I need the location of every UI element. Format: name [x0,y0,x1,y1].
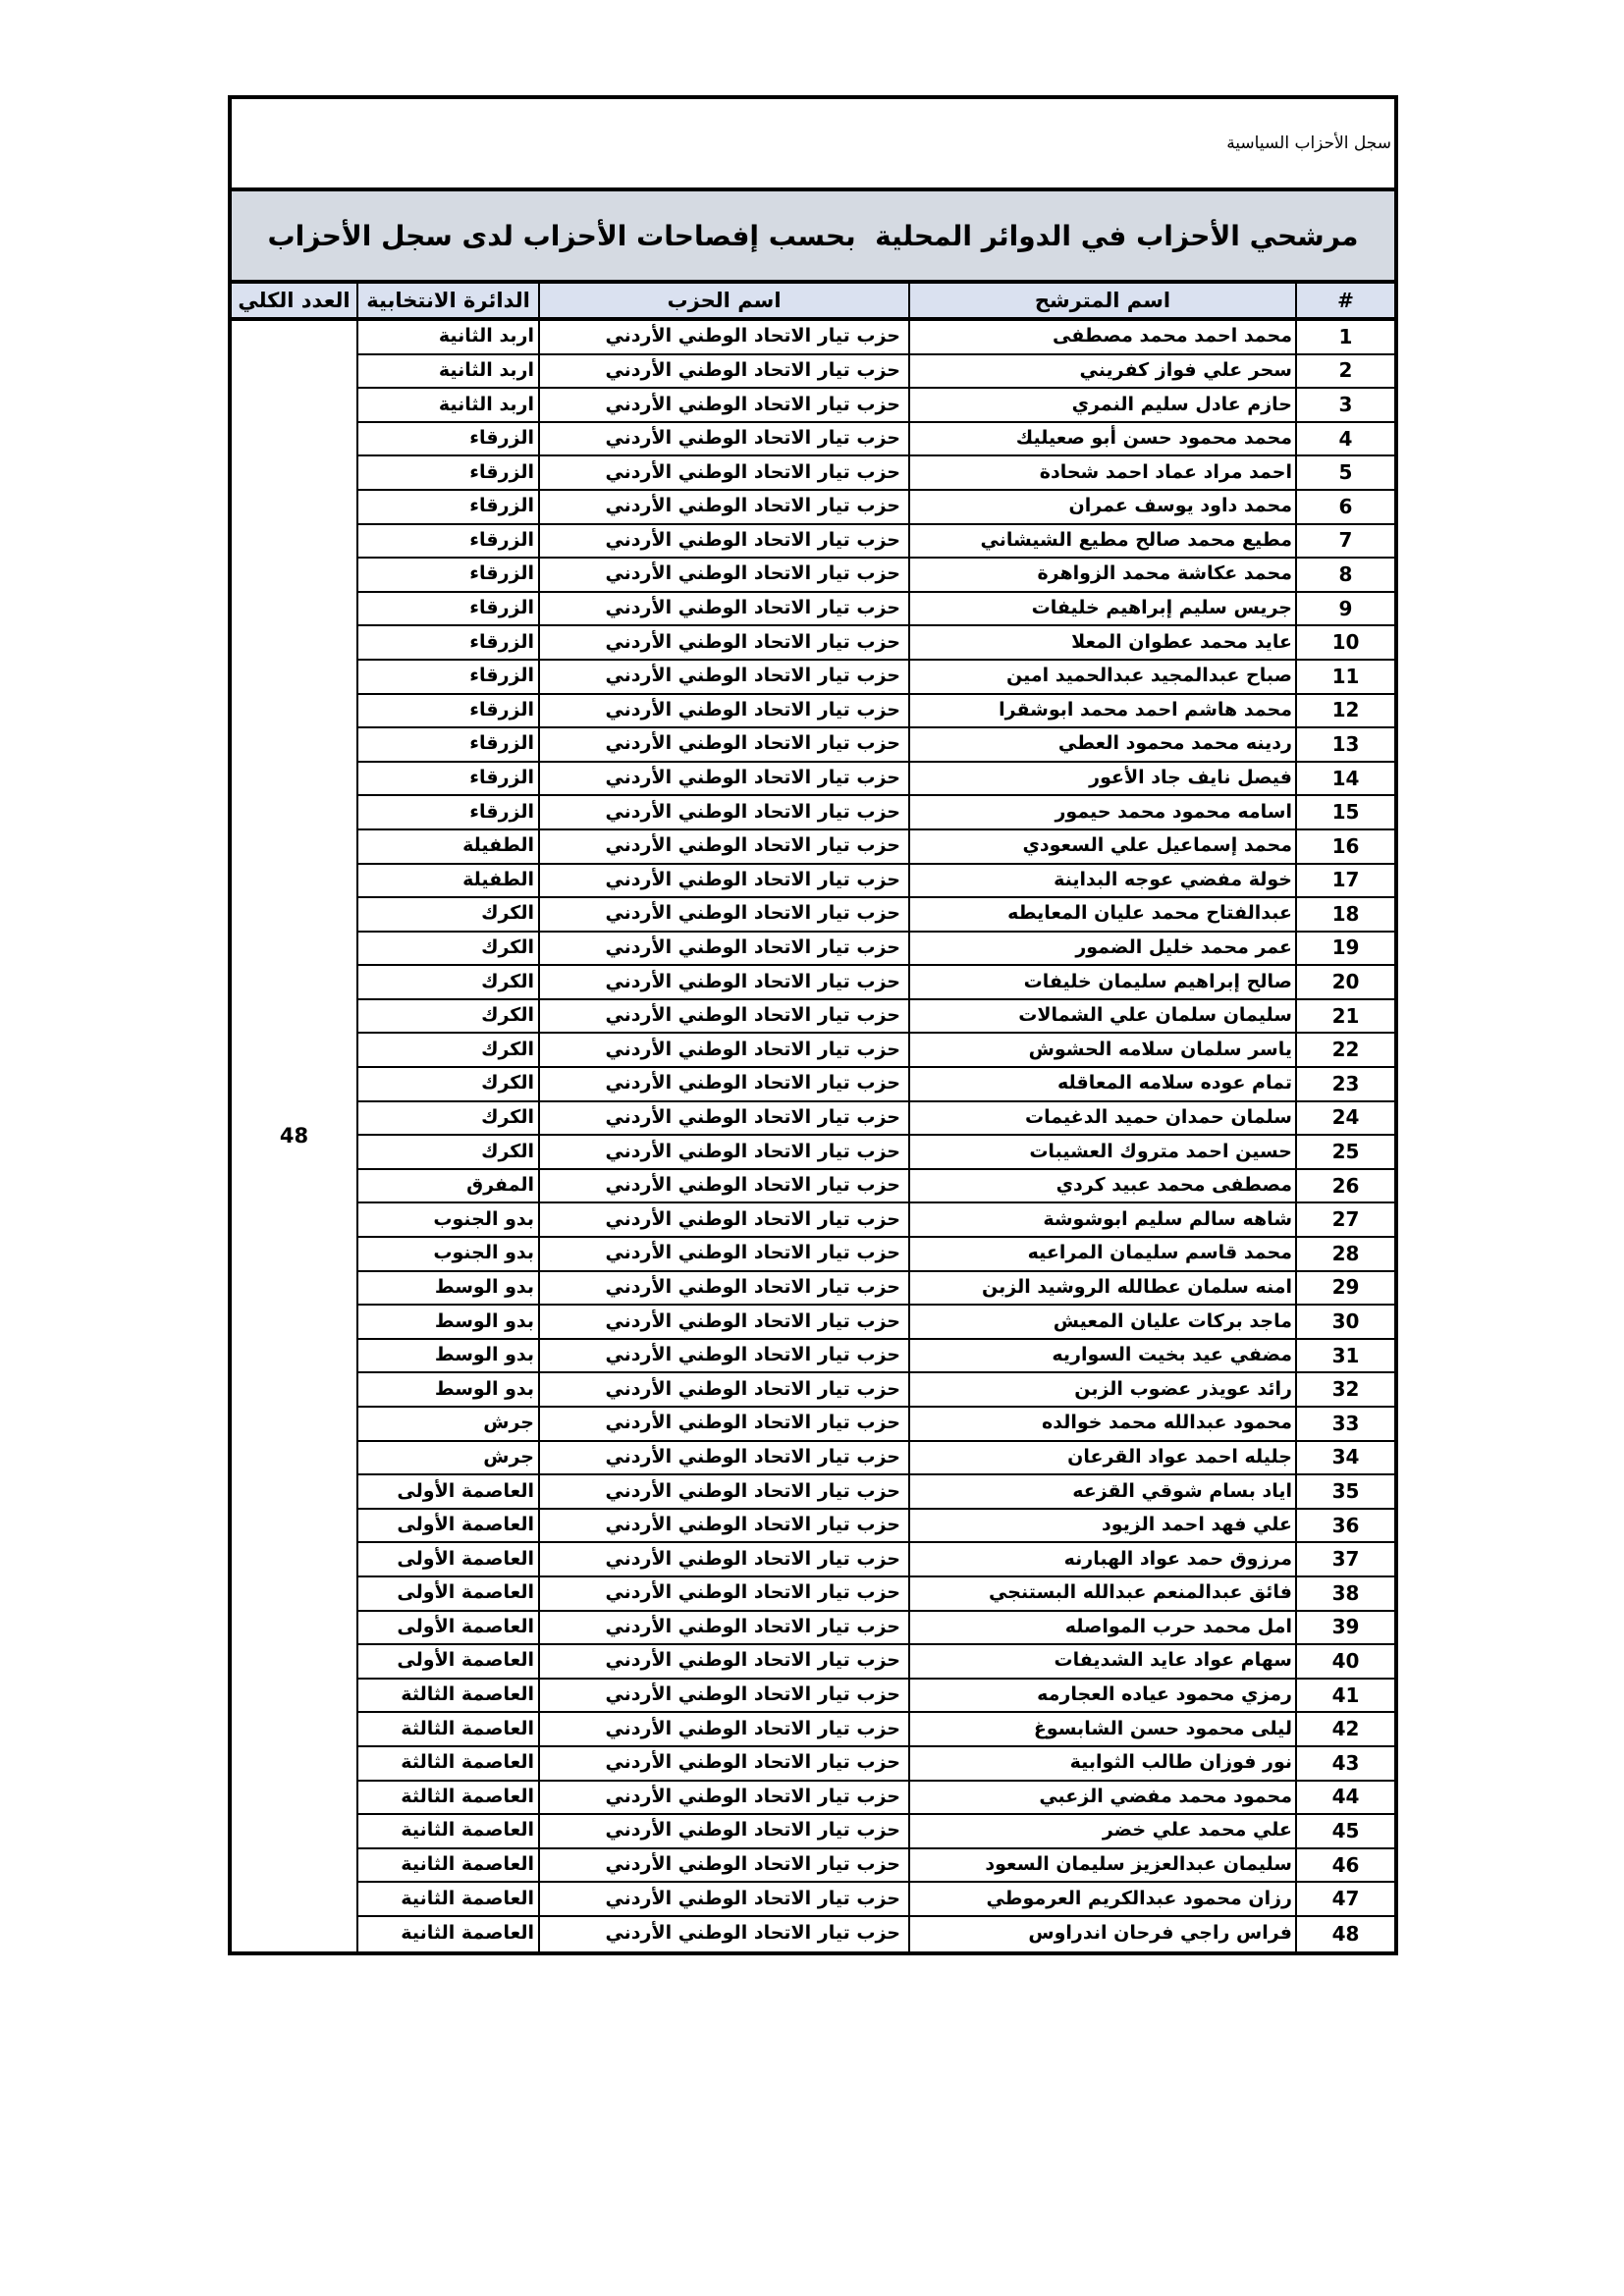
cell-district: العاصمة الأولى [356,1577,538,1612]
cell-candidate: محمد محمود حسن أبو صعيليك [908,423,1295,457]
cell-num: 14 [1295,763,1394,797]
cell-candidate: ماجد بركات عليان المعيش [908,1306,1295,1340]
cell-district: الكرك [356,1102,538,1137]
cell-num: 36 [1295,1510,1394,1544]
cell-district: الكرك [356,1136,538,1170]
cell-num: 15 [1295,796,1394,830]
document-title-bar [232,191,1394,284]
cell-district: الزرقاء [356,661,538,695]
cell-num: 11 [1295,661,1394,695]
cell-party: حزب تيار الاتحاد الوطني الأردني [538,1203,908,1238]
cell-party: حزب تيار الاتحاد الوطني الأردني [538,593,908,627]
cell-num: 3 [1295,389,1394,423]
cell-candidate: خولة مفضي عوجه البداينة [908,865,1295,899]
cell-candidate: امنه سلمان عطالله الروشيد الزبن [908,1272,1295,1307]
cell-candidate: محمد إسماعيل علي السعودي [908,830,1295,865]
cell-party: حزب تيار الاتحاد الوطني الأردني [538,1713,908,1747]
cell-candidate: ياسر سلمان سلامه الحشوش [908,1034,1295,1068]
cell-candidate: فراس راجي فرحان اندراوس [908,1917,1295,1951]
cell-num: 44 [1295,1782,1394,1816]
cell-num: 20 [1295,966,1394,1000]
cell-party: حزب تيار الاتحاد الوطني الأردني [538,1815,908,1849]
cell-party: حزب تيار الاتحاد الوطني الأردني [538,1612,908,1646]
cell-party: حزب تيار الاتحاد الوطني الأردني [538,830,908,865]
cell-district: العاصمة الأولى [356,1475,538,1510]
cell-district: الطفيلة [356,865,538,899]
cell-candidate: احمد مراد عماد احمد شحادة [908,456,1295,491]
cell-candidate: نور فوزان طالب الثوابية [908,1747,1295,1782]
cell-num: 35 [1295,1475,1394,1510]
cell-party: حزب تيار الاتحاد الوطني الأردني [538,898,908,933]
cell-party: حزب تيار الاتحاد الوطني الأردني [538,1373,908,1408]
cell-num: 37 [1295,1543,1394,1577]
cell-num: 13 [1295,728,1394,763]
cell-party: حزب تيار الاتحاد الوطني الأردني [538,1136,908,1170]
cell-num: 43 [1295,1747,1394,1782]
cell-party: حزب تيار الاتحاد الوطني الأردني [538,559,908,593]
cell-candidate: مطيع محمد صالح مطيع الشيشاني [908,525,1295,560]
cell-candidate: سليمان سلمان علي الشمالات [908,1000,1295,1035]
cell-party: حزب تيار الاتحاد الوطني الأردني [538,1645,908,1680]
cell-district: الزرقاء [356,423,538,457]
cell-candidate: امل محمد حرب المواصله [908,1612,1295,1646]
cell-num: 17 [1295,865,1394,899]
cell-num: 30 [1295,1306,1394,1340]
cell-party: حزب تيار الاتحاد الوطني الأردني [538,865,908,899]
cell-candidate: علي محمد علي خضر [908,1815,1295,1849]
col-header-district: الدائرة الانتخابية [356,284,538,321]
cell-num: 38 [1295,1577,1394,1612]
cell-candidate: مضفي عيد بخيت السواريه [908,1340,1295,1374]
cell-num: 2 [1295,355,1394,390]
cell-district: الزرقاء [356,695,538,729]
cell-party: حزب تيار الاتحاد الوطني الأردني [538,491,908,525]
cell-num: 24 [1295,1102,1394,1137]
cell-district: العاصمة الأولى [356,1543,538,1577]
cell-candidate: اسامه محمود محمد حيمور [908,796,1295,830]
cell-num: 4 [1295,423,1394,457]
cell-candidate: محمد احمد محمد مصطفى [908,321,1295,355]
cell-district: الكرك [356,966,538,1000]
cell-num: 45 [1295,1815,1394,1849]
cell-district: الزرقاء [356,728,538,763]
cell-candidate: محمد عكاشة محمد الزواهرة [908,559,1295,593]
cell-district: الكرك [356,933,538,967]
register-header-box [232,99,1394,191]
cell-district: بدو الوسط [356,1340,538,1374]
cell-candidate: رزان محمود عبدالكريم العرموطي [908,1883,1295,1917]
cell-num: 27 [1295,1203,1394,1238]
cell-candidate: شاهه سالم سليم ابوشوشة [908,1203,1295,1238]
cell-party: حزب تيار الاتحاد الوطني الأردني [538,1272,908,1307]
cell-district: الزرقاء [356,525,538,560]
cell-num: 26 [1295,1170,1394,1204]
cell-party: حزب تيار الاتحاد الوطني الأردني [538,1917,908,1951]
cell-candidate: ليلى محمود حسن الشابسوغ [908,1713,1295,1747]
cell-num: 29 [1295,1272,1394,1307]
cell-candidate: سليمان عبدالعزيز سليمان السعود [908,1849,1295,1884]
cell-party: حزب تيار الاتحاد الوطني الأردني [538,1408,908,1442]
cell-district: الزرقاء [356,593,538,627]
cell-district: العاصمة الثانية [356,1849,538,1884]
cell-party: حزب تيار الاتحاد الوطني الأردني [538,1747,908,1782]
cell-party: حزب تيار الاتحاد الوطني الأردني [538,1306,908,1340]
cell-candidate: صباح عبدالمجيد عبدالحميد امين [908,661,1295,695]
cell-district: اربد الثانية [356,355,538,390]
cell-party: حزب تيار الاتحاد الوطني الأردني [538,695,908,729]
cell-party: حزب تيار الاتحاد الوطني الأردني [538,1510,908,1544]
cell-num: 7 [1295,525,1394,560]
cell-candidate: عمر محمد خليل الضمور [908,933,1295,967]
cell-num: 5 [1295,456,1394,491]
cell-candidate: رمزي محمود عياده العجارمه [908,1680,1295,1714]
col-header-num: # [1295,284,1394,321]
cell-candidate: محمود عبدالله محمد خوالده [908,1408,1295,1442]
cell-num: 32 [1295,1373,1394,1408]
cell-candidate: ردينه محمد محمود العطي [908,728,1295,763]
cell-district: الكرك [356,1000,538,1035]
cell-num: 41 [1295,1680,1394,1714]
cell-candidate: محمد قاسم سليمان المراعيه [908,1238,1295,1272]
cell-district: اربد الثانية [356,321,538,355]
total-count-cell: 48 [232,321,356,1951]
cell-candidate: سلمان حمدان حميد الدغيمات [908,1102,1295,1137]
cell-district: جرش [356,1442,538,1476]
cell-candidate: تمام عوده سلامه المعاقله [908,1068,1295,1102]
cell-district: العاصمة الأولى [356,1612,538,1646]
document-sheet [228,95,1398,1955]
cell-party: حزب تيار الاتحاد الوطني الأردني [538,1238,908,1272]
cell-district: الزرقاء [356,626,538,661]
cell-num: 16 [1295,830,1394,865]
cell-district: بدو الوسط [356,1306,538,1340]
cell-candidate: صالح إبراهيم سليمان خليفات [908,966,1295,1000]
cell-district: العاصمة الثانية [356,1815,538,1849]
cell-candidate: حازم عادل سليم النمري [908,389,1295,423]
cell-district: العاصمة الثالثة [356,1680,538,1714]
cell-party: حزب تيار الاتحاد الوطني الأردني [538,321,908,355]
cell-candidate: جريس سليم إبراهيم خليفات [908,593,1295,627]
cell-party: حزب تيار الاتحاد الوطني الأردني [538,661,908,695]
register-label: سجل الأحزاب السياسية [1226,133,1391,153]
cell-party: حزب تيار الاتحاد الوطني الأردني [538,1068,908,1102]
cell-num: 25 [1295,1136,1394,1170]
cell-num: 6 [1295,491,1394,525]
col-header-party: اسم الحزب [538,284,908,321]
cell-district: الزرقاء [356,796,538,830]
cell-num: 34 [1295,1442,1394,1476]
cell-party: حزب تيار الاتحاد الوطني الأردني [538,525,908,560]
cell-candidate: علي فهد احمد الزيود [908,1510,1295,1544]
cell-num: 40 [1295,1645,1394,1680]
cell-num: 1 [1295,321,1394,355]
cell-district: العاصمة الثالثة [356,1713,538,1747]
cell-num: 47 [1295,1883,1394,1917]
cell-num: 28 [1295,1238,1394,1272]
document-title: مرشحي الأحزاب في الدوائر المحلية بحسب إفصاحات الأحزاب لدى سجل الأحزاب [267,219,1359,252]
cell-num: 42 [1295,1713,1394,1747]
cell-party: حزب تيار الاتحاد الوطني الأردني [538,626,908,661]
cell-party: حزب تيار الاتحاد الوطني الأردني [538,1475,908,1510]
cell-district: الكرك [356,1068,538,1102]
cell-party: حزب تيار الاتحاد الوطني الأردني [538,1543,908,1577]
cell-party: حزب تيار الاتحاد الوطني الأردني [538,423,908,457]
cell-district: المفرق [356,1170,538,1204]
cell-candidate: رائد عويذر عضوب الزبن [908,1373,1295,1408]
cell-district: الكرك [356,1034,538,1068]
cell-district: الزرقاء [356,491,538,525]
cell-num: 48 [1295,1917,1394,1951]
cell-party: حزب تيار الاتحاد الوطني الأردني [538,1340,908,1374]
cell-party: حزب تيار الاتحاد الوطني الأردني [538,1577,908,1612]
cell-district: العاصمة الأولى [356,1645,538,1680]
cell-candidate: محمود محمد مفضي الزعبي [908,1782,1295,1816]
cell-candidate: سحر علي فواز كفريني [908,355,1295,390]
cell-num: 21 [1295,1000,1394,1035]
cell-party: حزب تيار الاتحاد الوطني الأردني [538,1102,908,1137]
cell-party: حزب تيار الاتحاد الوطني الأردني [538,355,908,390]
cell-district: بدو الجنوب [356,1203,538,1238]
cell-district: الطفيلة [356,830,538,865]
cell-district: العاصمة الثانية [356,1883,538,1917]
cell-candidate: فائق عبدالمنعم عبدالله البستنجي [908,1577,1295,1612]
cell-num: 8 [1295,559,1394,593]
cell-district: العاصمة الثالثة [356,1782,538,1816]
cell-num: 33 [1295,1408,1394,1442]
cell-party: حزب تيار الاتحاد الوطني الأردني [538,1782,908,1816]
cell-candidate: محمد داود يوسف عمران [908,491,1295,525]
cell-district: الزرقاء [356,559,538,593]
cell-district: الكرك [356,898,538,933]
cell-num: 9 [1295,593,1394,627]
cell-candidate: عايد محمد عطوان المعلا [908,626,1295,661]
cell-candidate: سهام عواد عايد الشديفات [908,1645,1295,1680]
cell-party: حزب تيار الاتحاد الوطني الأردني [538,1034,908,1068]
cell-candidate: مرزوق حمد عواد الهبارنه [908,1543,1295,1577]
cell-num: 12 [1295,695,1394,729]
cell-district: العاصمة الثانية [356,1917,538,1951]
col-header-total: العدد الكلي [232,284,356,321]
cell-party: حزب تيار الاتحاد الوطني الأردني [538,456,908,491]
cell-party: حزب تيار الاتحاد الوطني الأردني [538,796,908,830]
cell-candidate: فيصل نايف جاد الأعور [908,763,1295,797]
cell-party: حزب تيار الاتحاد الوطني الأردني [538,1849,908,1884]
cell-candidate: مصطفى محمد عبيد كردي [908,1170,1295,1204]
cell-num: 46 [1295,1849,1394,1884]
cell-party: حزب تيار الاتحاد الوطني الأردني [538,1442,908,1476]
cell-party: حزب تيار الاتحاد الوطني الأردني [538,728,908,763]
cell-district: اربد الثانية [356,389,538,423]
cell-district: بدو الجنوب [356,1238,538,1272]
cell-party: حزب تيار الاتحاد الوطني الأردني [538,1000,908,1035]
cell-num: 39 [1295,1612,1394,1646]
cell-num: 31 [1295,1340,1394,1374]
cell-district: الزرقاء [356,763,538,797]
cell-district: جرش [356,1408,538,1442]
candidates-table [232,284,1394,1951]
cell-party: حزب تيار الاتحاد الوطني الأردني [538,933,908,967]
cell-candidate: حسين احمد متروك العشيبات [908,1136,1295,1170]
cell-party: حزب تيار الاتحاد الوطني الأردني [538,1170,908,1204]
cell-district: الزرقاء [356,456,538,491]
cell-party: حزب تيار الاتحاد الوطني الأردني [538,1680,908,1714]
cell-party: حزب تيار الاتحاد الوطني الأردني [538,966,908,1000]
cell-num: 23 [1295,1068,1394,1102]
cell-num: 19 [1295,933,1394,967]
cell-candidate: محمد هاشم احمد محمد ابوشقرا [908,695,1295,729]
cell-candidate: عبدالفتاح محمد عليان المعايطه [908,898,1295,933]
cell-num: 22 [1295,1034,1394,1068]
cell-party: حزب تيار الاتحاد الوطني الأردني [538,763,908,797]
cell-num: 18 [1295,898,1394,933]
cell-district: العاصمة الثالثة [356,1747,538,1782]
cell-party: حزب تيار الاتحاد الوطني الأردني [538,1883,908,1917]
cell-candidate: اياد بسام شوقي القزعه [908,1475,1295,1510]
cell-party: حزب تيار الاتحاد الوطني الأردني [538,389,908,423]
cell-district: العاصمة الأولى [356,1510,538,1544]
cell-num: 10 [1295,626,1394,661]
cell-district: بدو الوسط [356,1272,538,1307]
cell-candidate: جليله احمد عواد القرعان [908,1442,1295,1476]
col-header-candidate: اسم المترشح [908,284,1295,321]
cell-district: بدو الوسط [356,1373,538,1408]
